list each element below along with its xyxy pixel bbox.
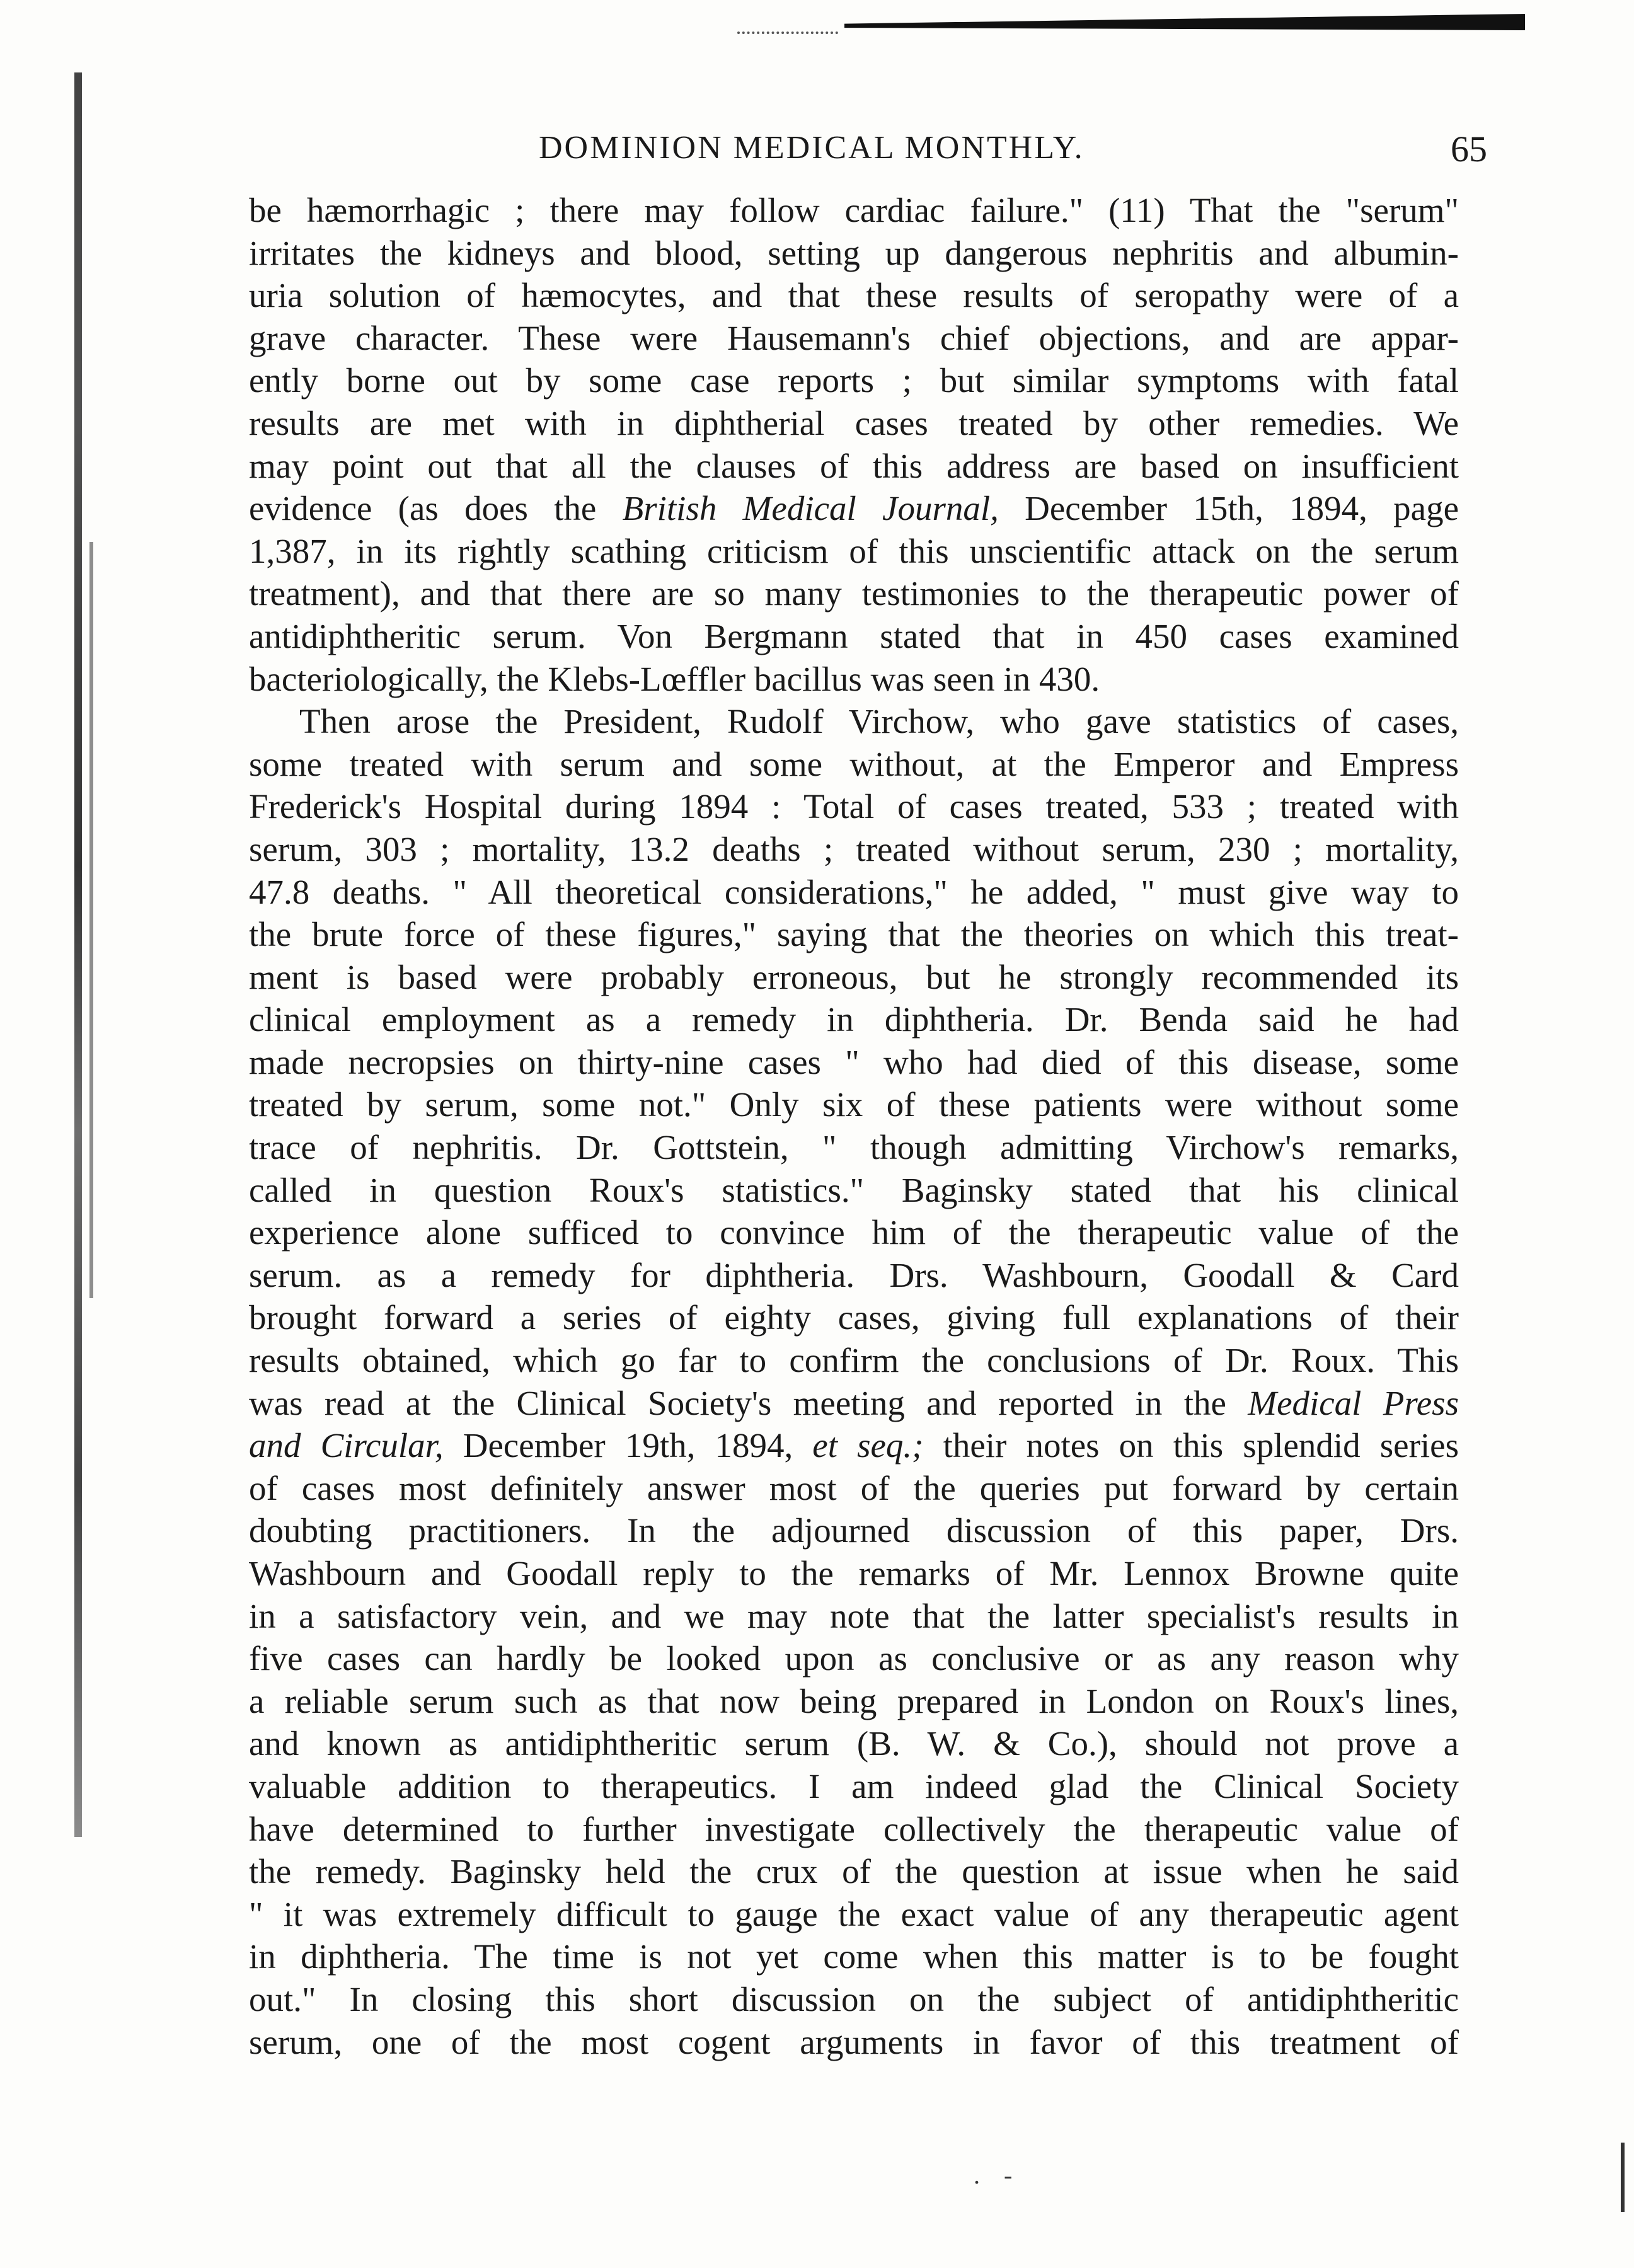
text-line: may point out that all the clauses of this address are based on insufficient <box>249 446 1459 485</box>
text-line: trace of nephritis. Dr. Gottstein, " though admitting Virchow's remarks, <box>249 1128 1459 1167</box>
text-line: bacteriologically, the Klebs-Lœffler bacillus was seen in 430. <box>249 659 1100 698</box>
text-line: out." In closing this short discussion on the subject of antidiphtheritic <box>249 1979 1459 2018</box>
right-edge-mark <box>1621 2143 1625 2212</box>
text-line: uria solution of hæmocytes, and that these results of seropathy were of a <box>249 276 1459 315</box>
text-line: experience alone sufficed to convince him of the therapeutic value of the <box>249 1213 1459 1252</box>
text-line: Frederick's Hospital during 1894 : Total of cases treated, 533 ; treated with <box>249 787 1459 826</box>
text-line: doubting practitioners. In the adjourned discussion of this paper, Drs. <box>249 1511 1459 1550</box>
text-line: serum, 303 ; mortality, 13.2 deaths ; treated without serum, 230 ; mortality, <box>249 829 1459 868</box>
text-line: of cases most definitely answer most of the queries put forward by certain <box>249 1468 1459 1507</box>
text-line: irritates the kidneys and blood, setting up dangerous nephritis and albumin- <box>249 233 1459 272</box>
text-line: antidiphtheritic serum. Von Bergmann stated that in 450 cases examined <box>249 616 1459 655</box>
text-line: have determined to further investigate collectively the therapeutic value of <box>249 1809 1459 1848</box>
page-header <box>249 129 1487 180</box>
text-line: and known as antidiphtheritic serum (B. W. & Co.), should not prove a <box>249 1724 1459 1763</box>
text-line: results obtained, which go far to confirm the conclusions of Dr. Roux. This <box>249 1341 1459 1380</box>
text-line: clinical employment as a remedy in diphtheria. Dr. Benda said he had <box>249 1000 1459 1039</box>
latin-abbrev-italic: et seq.; <box>812 1426 924 1465</box>
text-line: grave character. These were Hausemann's chief objections, and are appar- <box>249 318 1459 357</box>
text-line: the remedy. Baginsky held the crux of the question at issue when he said <box>249 1852 1459 1891</box>
text-line: Washbourn and Goodall reply to the remarks of Mr. Lennox Browne quite <box>249 1554 1459 1592</box>
text-line: brought forward a series of eighty cases, giving full explanations of their <box>249 1298 1459 1337</box>
text-line: made necropsies on thirty-nine cases " who had died of this disease, some <box>249 1042 1459 1081</box>
text-line: five cases can hardly be looked upon as conclusive or as any reason why <box>249 1639 1459 1678</box>
text-line: be hæmorrhagic ; there may follow cardiac failure." (11) That the "serum" <box>249 191 1459 229</box>
text-line: some treated with serum and some without, at the Emperor and Empress <box>249 744 1459 783</box>
top-dotted-rule <box>737 32 838 37</box>
text-line: treated by serum, some not." Only six of these patients were without some <box>249 1085 1459 1124</box>
page-number: 65 <box>1451 129 1487 170</box>
journal-title-italic: Medical Press <box>1248 1383 1459 1422</box>
text-line: 1,387, in its rightly scathing criticism of this unscientific attack on the serum <box>249 531 1459 570</box>
footer-mark: . - <box>974 2161 1021 2189</box>
text-line: called in question Roux's statistics." Baginsky stated that his clinical <box>249 1170 1459 1209</box>
text-line: serum. as a remedy for diphtheria. Drs. Washbourn, Goodall & Card <box>249 1255 1459 1294</box>
text-line: treatment), and that there are so many testimonies to the therapeutic power of <box>249 574 1459 613</box>
text-line: a reliable serum such as that now being prepared in London on Roux's lines, <box>249 1681 1459 1720</box>
text-line: serum, one of the most cogent arguments in favor of this treatment of <box>249 2022 1459 2061</box>
text-line: in diphtheria. The time is not yet come when this matter is to be fought <box>249 1937 1459 1976</box>
text-line: in a satisfactory vein, and we may note that the latter specialist's results in <box>249 1596 1459 1635</box>
text-line: was read at the Clinical Society's meeting and reported in the Medical Press <box>249 1383 1459 1422</box>
text-line: Then arose the President, Rudolf Virchow, who gave statistics of cases, <box>299 702 1459 741</box>
left-binding-edge <box>74 72 82 1837</box>
left-binding-edge-secondary <box>89 542 93 1298</box>
body-text <box>249 189 1459 2063</box>
top-border-rule <box>844 14 1525 30</box>
journal-title-italic: and Circular, <box>249 1426 444 1465</box>
text-line: results are met with in diphtherial cases treated by other remedies. We <box>249 403 1459 442</box>
text-line: evidence (as does the British Medical Journal, December 15th, 1894, page <box>249 489 1459 528</box>
text-line: " it was extremely difficult to gauge the exact value of any therapeutic agent <box>249 1894 1459 1933</box>
text-line: the brute force of these figures," saying that the theories on which this treat- <box>249 915 1459 954</box>
text-line: ently borne out by some case reports ; but similar symptoms with fatal <box>249 361 1459 400</box>
text-line: 47.8 deaths. " All theoretical considerations," he added, " must give way to <box>249 872 1459 911</box>
text-line: valuable addition to therapeutics. I am indeed glad the Clinical Society <box>249 1766 1459 1805</box>
journal-title-italic: British Medical Journal, <box>622 489 999 528</box>
text-line: ment is based were probably erroneous, but he strongly recommended its <box>249 957 1459 996</box>
running-head: DOMINION MEDICAL MONTHLY. <box>539 130 1085 166</box>
text-line: and Circular, December 19th, 1894, et seq.; their notes on this splendid series <box>249 1426 1459 1465</box>
